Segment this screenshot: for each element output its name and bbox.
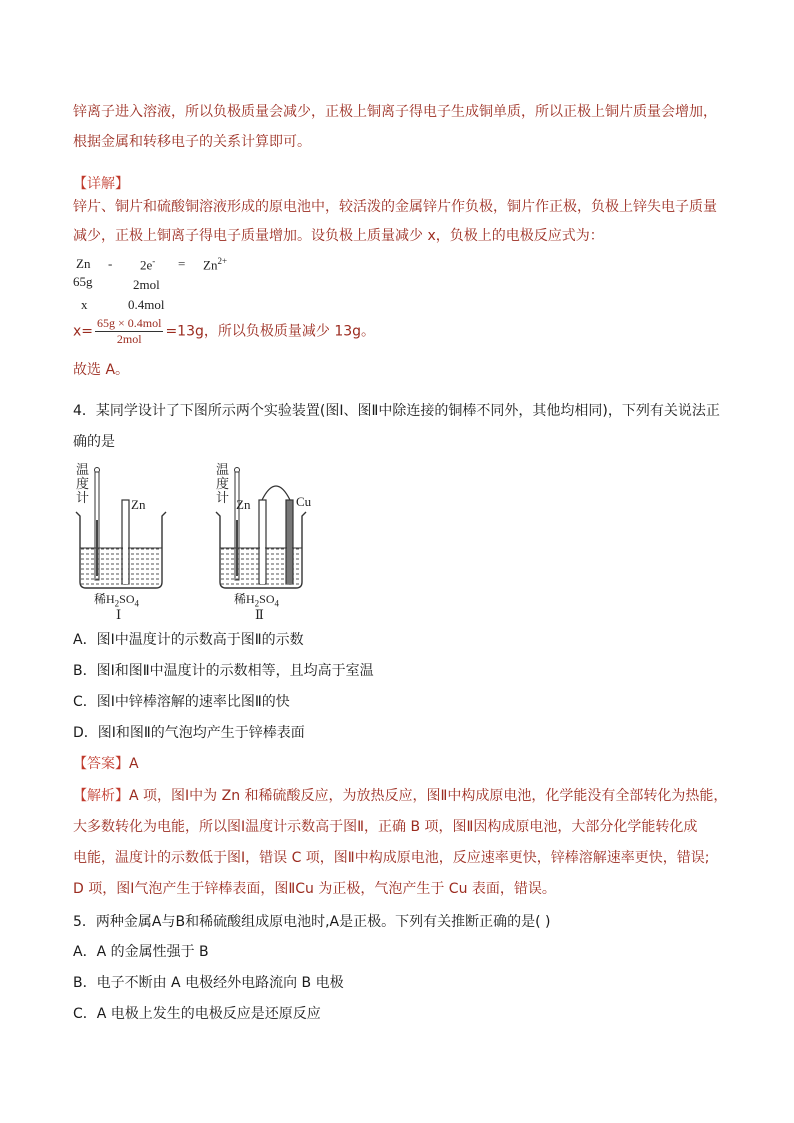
eq-2e: 2e- [140,256,156,273]
figure-2 [212,460,322,626]
fig1-thermometer-label: 温 度 计 [76,463,90,506]
mass-0-4mol: 0.4mol [128,297,165,312]
eq-zn: Zn [76,256,91,271]
fig1-zn-label: Zn [131,497,146,512]
q4-analysis-line-2: 大多数转化为电能，所以图Ⅰ温度计示数高于图Ⅱ，正确 B 项，图Ⅱ因构成原电池，大部分化学能转化成 [73,819,698,835]
eq-minus: - [108,256,113,271]
fig2-zn-label: Zn [236,497,251,512]
q4-stem-line-1: 4．某同学设计了下图所示两个实验装置(图Ⅰ、图Ⅱ中除连接的铜棒不同外，其他均相同)，下列有关说法正 [73,403,720,419]
intro-line-1: 锌离子进入溶液，所以负极质量会减少，正极上铜离子得电子生成铜单质，所以正极上铜片质量会增加， [73,104,717,120]
q5-option-a: A．A 的金属性强于 B [73,944,209,960]
q4-analysis-line-1: 【解析】A 项，图Ⅰ中为 Zn 和稀硫酸反应，为放热反应，图Ⅱ中构成原电池，化学能没有全部转化为热能， [73,788,728,804]
q5-option-c: C．A 电极上发生的电极反应是还原反应 [73,1006,321,1022]
fig2-number: Ⅱ [255,607,264,622]
figure-1 [72,460,172,626]
detail-choice: 故选 A。 [73,362,130,378]
eq-zn2plus: $Zn^{2+}$ [203,256,228,273]
q4-stem-line-2: 确的是 [73,434,115,450]
fig1-solution-label: 稀$H_2SO_4$ [94,592,140,609]
x-calculation: x= $\frac{\text{65g × 0.4mol}}{\text{2mol}}$ =13g，所以负极质量减少 13g。 [73,316,376,346]
q5-option-b: B．电子不断由 A 电极经外电路流向 B 电极 [73,975,344,991]
fig2-thermometer-label: 温 度 计 [216,463,230,506]
x-fraction: $\frac{\text{65g × 0.4mol}}{\text{2mol}}$ [97,316,162,346]
q4-answer: 【答案】A [73,756,139,772]
fig1-number: Ⅰ [116,607,122,622]
fig2-cu-label: Cu [296,494,312,509]
eq-equals: = [178,256,186,271]
intro-line-2: 根据金属和转移电子的关系计算即可。 [73,134,311,150]
mass-2mol: 2mol [133,277,160,292]
q4-option-b: B．图Ⅰ和图Ⅱ中温度计的示数相等，且均高于室温 [73,663,374,679]
detail-line-2: 减少，正极上铜离子得电子质量增加。设负极上质量减少 x，负极上的电极反应式为： [73,228,604,244]
detail-tag: 【详解】 [73,176,129,192]
mass-65g: 65g [73,274,93,289]
q4-analysis-line-3: 电能，温度计的示数低于图Ⅰ，错误 C 项，图Ⅱ中构成原电池，反应速率更快，锌棒溶解速率更快，错误; [73,850,710,866]
q4-option-c: C．图Ⅰ中锌棒溶解的速率比图Ⅱ的快 [73,694,290,710]
detail-line-1: 锌片、铜片和硫酸铜溶液形成的原电池中，较活泼的金属锌片作负极，铜片作正极，负极上锌失电子质量 [73,199,717,215]
q4-option-d: D．图Ⅰ和图Ⅱ的气泡均产生于锌棒表面 [73,725,305,741]
fig2-solution-label: 稀$H_2SO_4$ [234,592,280,609]
mass-x: x [81,297,88,312]
q4-option-a: A．图Ⅰ中温度计的示数高于图Ⅱ的示数 [73,632,304,648]
q4-analysis-line-4: D 项，图Ⅰ气泡产生于锌棒表面，图ⅡCu 为正极，气泡产生于 Cu 表面，错误。 [73,881,556,897]
q5-stem: 5．两种金属A与B和稀硫酸组成原电池时,A是正极。下列有关推断正确的是( ) [73,914,551,930]
